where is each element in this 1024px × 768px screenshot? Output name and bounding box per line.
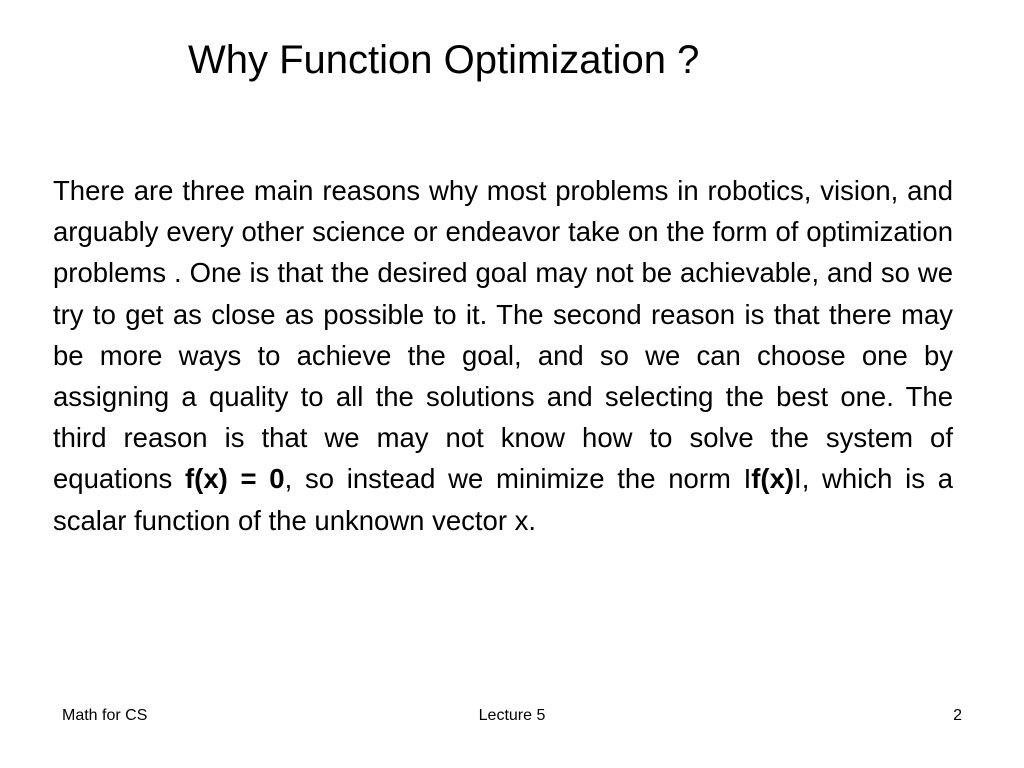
norm-f-of-x: f(x) bbox=[751, 463, 795, 495]
footer-course-name: Math for CS bbox=[62, 707, 148, 724]
slide-title: Why Function Optimization ? bbox=[188, 38, 700, 82]
norm-bar-right: I bbox=[794, 463, 802, 495]
footer-page-number: 2 bbox=[953, 707, 962, 724]
body-text-part-1: There are three main reasons why most problems in robotics, vision, and arguably every other science or endeavor take on the form of optimization problems . One is that the desired goal may not be achievable, and so we try to get as close as possible to it. The second reason is that there may be more ways to achieve the goal, and so we can choose one by assigning a quality to all the solutions and selecting the best one. The third reason is that we may not know how to solve the system of equations bbox=[53, 175, 953, 495]
body-text-part-2: , so instead we minimize the norm bbox=[284, 463, 744, 495]
norm-bar-left: I bbox=[743, 463, 752, 495]
equation-f-of-x-equals-zero: f(x) = 0 bbox=[185, 463, 285, 495]
footer-lecture-label: Lecture 5 bbox=[478, 707, 546, 724]
body-text-part-3: , which is a scalar function of the unknown vector x. bbox=[53, 463, 953, 536]
slide-body-text bbox=[53, 170, 953, 541]
